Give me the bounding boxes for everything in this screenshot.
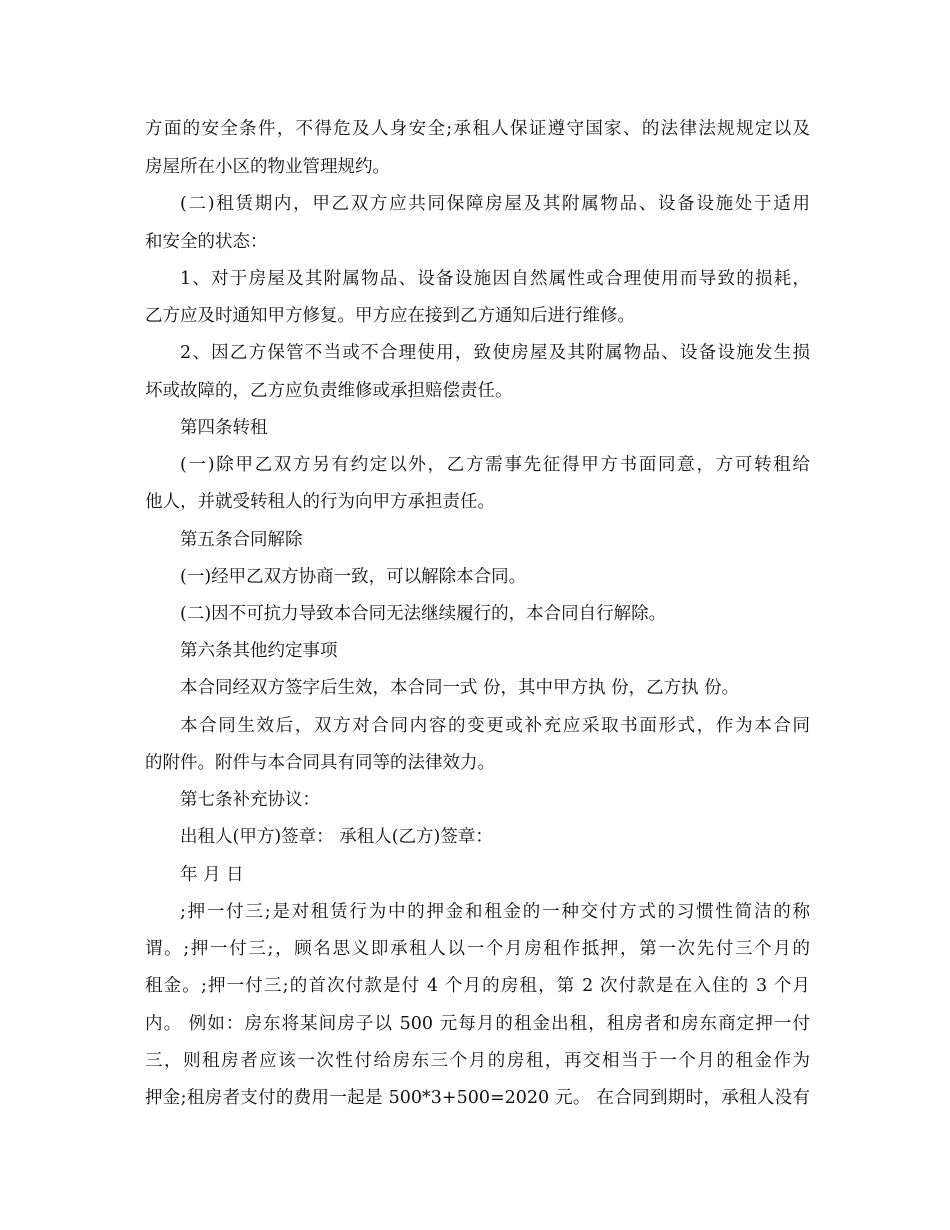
text-line: 乙方应及时通知甲方修复。甲方应在接到乙方通知后进行维修。 [145, 306, 635, 326]
text-line: 方面的安全条件，不得危及人身安全;承租人保证遵守国家、的法律法规规定以及 [145, 119, 810, 139]
text-line: 房屋所在小区的物业管理规约。 [145, 157, 390, 177]
text-line: 租金。;押一付三;的首次付款是付 4 个月的房租，第 2 次付款是在入住的 3 个月 [145, 976, 810, 996]
text-line: 的附件。附件与本合同具有同等的法律效力。 [145, 753, 495, 773]
text-line: 和安全的状态： [145, 232, 268, 252]
section-heading: 第七条补充协议： [180, 790, 320, 810]
text-line: (二)因不可抗力导致本合同无法继续履行的，本合同自行解除。 [180, 604, 667, 624]
text-line: 他人，并就受转租人的行为向甲方承担责任。 [145, 492, 495, 512]
text-line: (一)除甲乙双方另有约定以外，乙方需事先征得甲方书面同意，方可转租给 [180, 455, 810, 475]
section-heading: 第五条合同解除 [180, 530, 303, 550]
signature-line: 出租人(甲方)签章： 承租人(乙方)签章： [180, 827, 493, 847]
text-line: (一)经甲乙双方协商一致，可以解除本合同。 [180, 567, 527, 587]
date-line: 年 月 日 [180, 865, 244, 885]
section-heading: 第四条转租 [180, 418, 268, 438]
section-heading: 第六条其他约定事项 [180, 641, 338, 661]
text-line: 本合同生效后，双方对合同内容的变更或补充应采取书面形式，作为本合同 [180, 716, 810, 736]
text-line: 2、因乙方保管不当或不合理使用，致使房屋及其附属物品、设备设施发生损 [180, 343, 810, 363]
text-line: 押金;租房者支付的费用一起是 500*3+500=2020 元。 在合同到期时，承租人没有 [145, 1088, 810, 1108]
text-line: 1、对于房屋及其附属物品、设备设施因自然属性或合理使用而导致的损耗， [180, 269, 810, 289]
text-line: 内。 例如：房东将某间房子以 500 元每月的租金出租，租房者和房东商定押一付 [145, 1014, 810, 1034]
text-line: 三，则租房者应该一次性付给房东三个月的房租，再交相当于一个月的租金作为 [145, 1051, 810, 1071]
text-line: 坏或故障的，乙方应负责维修或承担赔偿责任。 [145, 381, 513, 401]
text-line: 本合同经双方签字后生效，本合同一式 份，其中甲方执 份，乙方执 份。 [180, 678, 740, 698]
text-line: 谓。;押一付三;，顾名思义即承租人以一个月房租作抵押，第一次先付三个月的 [145, 939, 810, 959]
text-line: ;押一付三;是对租赁行为中的押金和租金的一种交付方式的习惯性简洁的称 [180, 902, 810, 922]
text-line: (二)租赁期内，甲乙双方应共同保障房屋及其附属物品、设备设施处于适用 [180, 194, 810, 214]
